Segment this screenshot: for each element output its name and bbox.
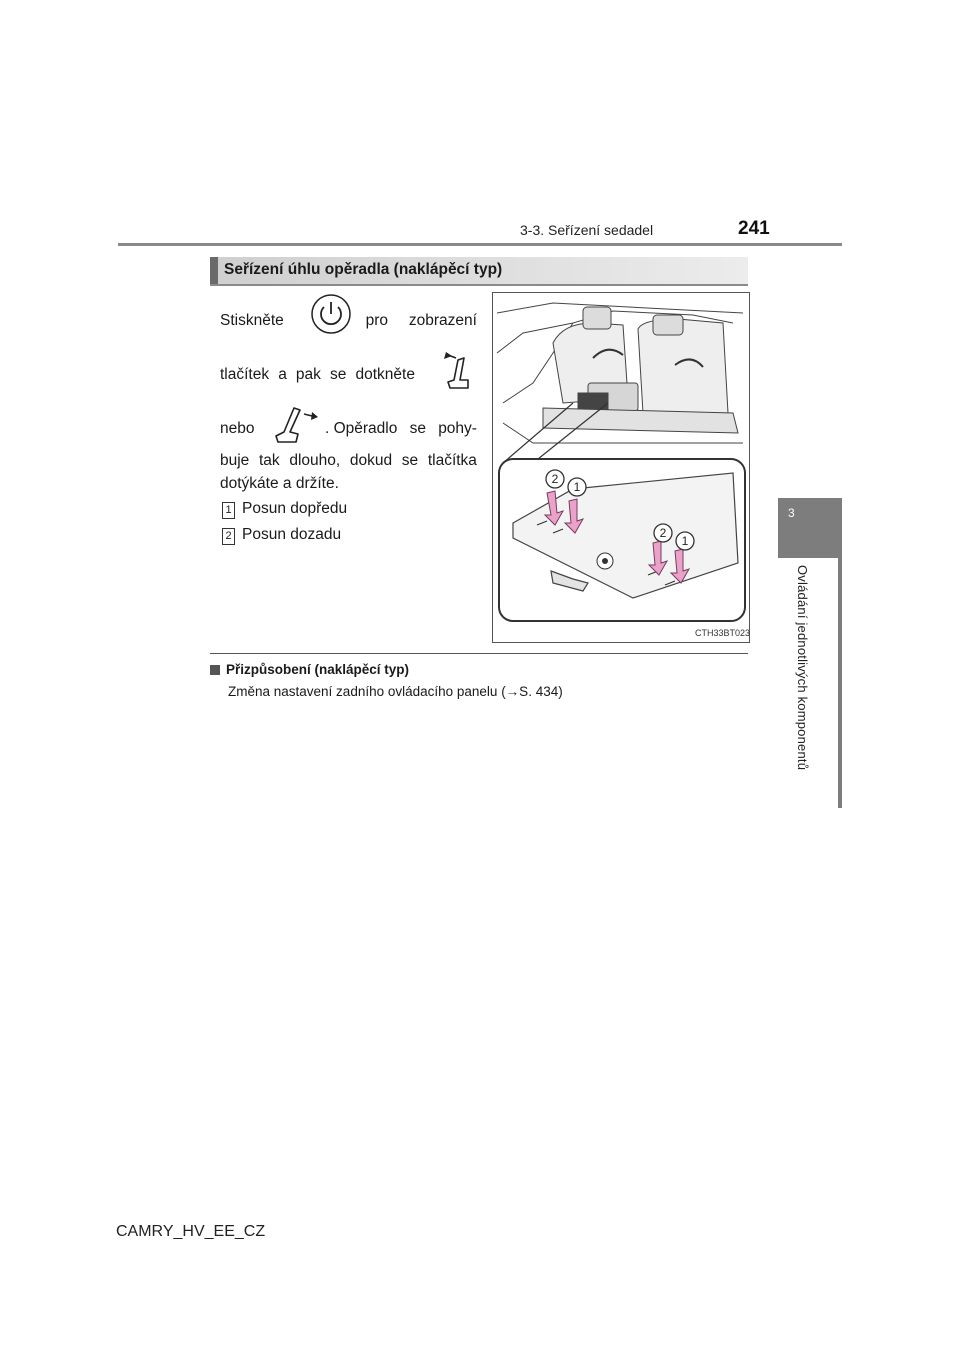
figure-id: CTH33BT023 [695,628,751,638]
text: dotkněte [355,366,415,383]
step-number-1: 1 [222,502,235,519]
running-header-section: 3-3. Seřízení sedadel [520,222,654,238]
callout-1b: 1 [681,534,689,548]
text: zobrazení [408,312,477,329]
subsection-text: Změna nastavení zadního ovládacího panelu (→S. 434) [228,684,563,699]
text: se [401,452,419,469]
section-header-marker [210,257,218,284]
text: se [330,366,347,383]
instruction-line-5: dotýkáte a držíte. [220,475,339,492]
text: dlouho, [289,452,341,469]
text: tlačítek [220,366,270,383]
subsection-heading [210,662,409,677]
text: tlačítka [427,452,477,469]
section-bottom-rule [210,653,748,654]
text: . Opěradlo [324,420,398,437]
text: pro [365,312,388,329]
chapter-number: 3 [788,506,795,520]
chapter-tab-bar [838,558,842,808]
text: a [278,366,287,383]
callout-1a: 1 [573,480,581,494]
page-number: 241 [738,218,770,239]
seat-recline-forward-icon [436,350,472,396]
step-label-2: Posun dozadu [242,526,342,543]
text: tak [258,452,280,469]
instruction-line-3 [220,420,477,438]
rear-seat-illustration [492,292,750,643]
header-rule [118,243,842,246]
text: buje [220,452,250,469]
section-title: Seřízení úhlu opěradla (naklápěcí typ) [224,261,503,278]
chapter-title: Ovládání jednotlivých komponentů [795,565,810,771]
instruction-line-2 [220,366,415,384]
text: dokud [349,452,393,469]
text: pohy- [438,420,477,437]
callout-2b: 2 [659,526,667,540]
callout-2a: 2 [551,472,559,486]
text: Stiskněte [220,312,284,329]
rear-seat-drawing [493,293,749,642]
seat-recline-back-icon [268,402,320,448]
chapter-tab [778,498,842,558]
bullet-square [210,665,220,675]
footer-model: CAMRY_HV_EE_CZ [116,1223,266,1240]
power-icon [310,293,352,335]
instruction-line-4 [220,452,477,470]
section-header [210,257,748,286]
subsection-title: Přizpůsobení (naklápěcí typ) [226,662,410,677]
text: pak [295,366,321,383]
step-number-2: 2 [222,528,235,545]
text: se [409,420,426,437]
text: nebo [220,420,255,437]
step-label-1: Posun dopředu [242,500,348,517]
